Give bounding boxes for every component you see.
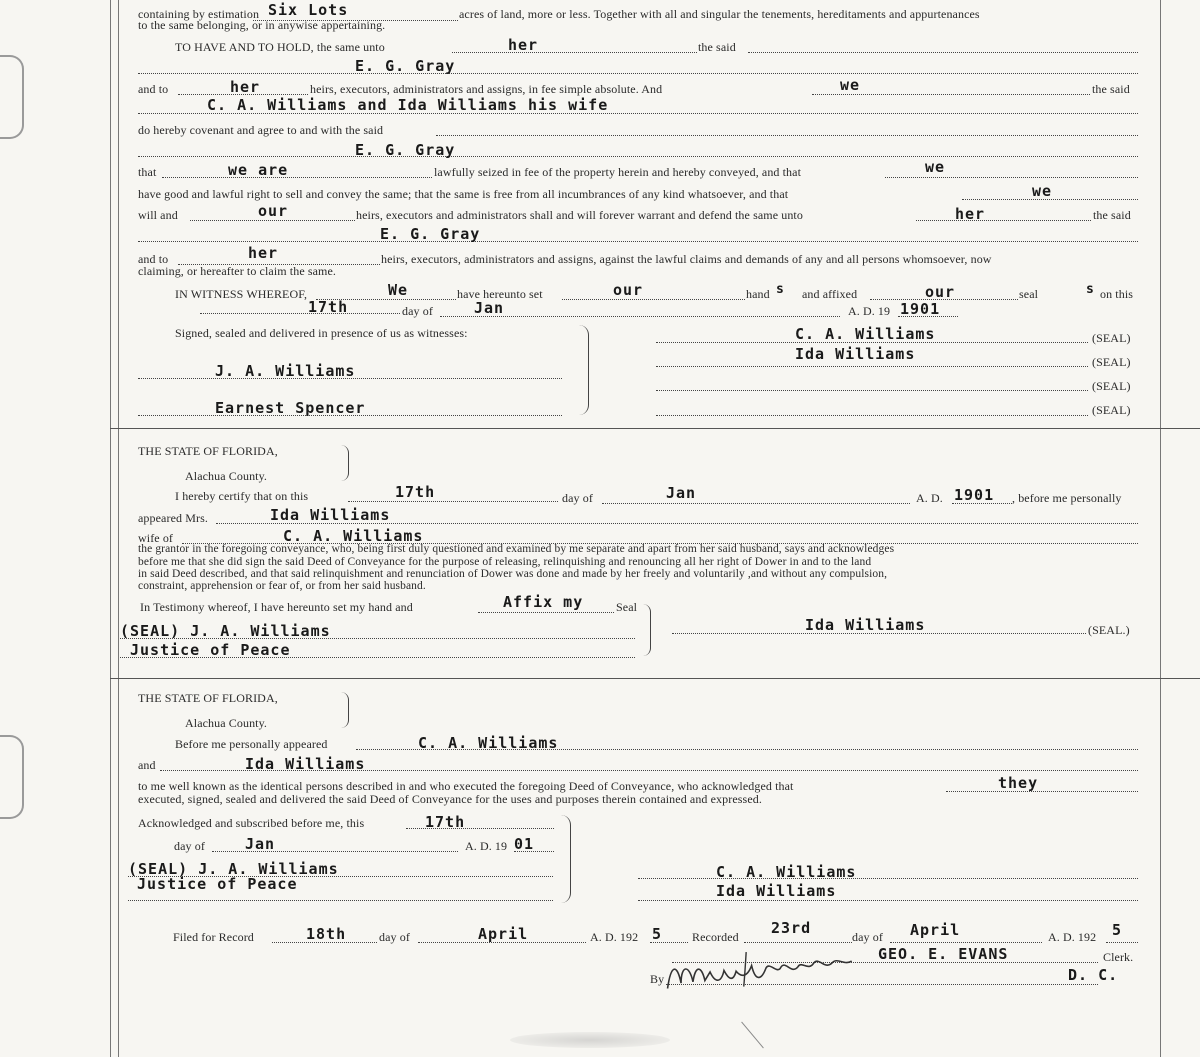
- claims-text: heirs, executors, administrators and assigns, against the lawful claims and demands of any and all persons whomsoever, now: [381, 252, 992, 266]
- witness-brace: [574, 325, 589, 415]
- binder-ring-bottom: [0, 735, 24, 819]
- margin-line-right: [1160, 0, 1161, 1057]
- appeared-value: Ida Williams: [270, 506, 391, 524]
- and-label-3: and: [138, 758, 156, 772]
- dot-line: [138, 73, 1138, 74]
- before-text: Before me personally appeared: [175, 737, 328, 751]
- dower-line-2: before me that she did sign the said Deed of Conveyance for the purpose of releasing, relinquishing and renouncing all her right of Dower in and to the land: [138, 556, 872, 568]
- seal-label-1: (SEAL): [1092, 331, 1131, 345]
- filed-day: 18th: [306, 925, 347, 943]
- cert-before: , before me personally: [1012, 491, 1122, 505]
- hand-text: hand: [746, 287, 770, 301]
- officer-3-line1: (SEAL) J. A. Williams: [128, 860, 339, 878]
- estimate-value: Six Lots: [268, 1, 349, 19]
- to-have-value: her: [508, 36, 539, 54]
- the-said-2: the said: [1092, 82, 1130, 96]
- ad-label: A. D. 19: [848, 304, 891, 318]
- the-said: the said: [698, 40, 736, 54]
- rec-day: 23rd: [771, 919, 812, 937]
- hereunto-text: have hereunto set: [457, 287, 543, 301]
- seal-label-2: (SEAL): [1092, 355, 1131, 369]
- dot-line: [812, 94, 1090, 95]
- ack-month: Jan: [245, 835, 276, 853]
- appeared-label: appeared Mrs.: [138, 511, 208, 525]
- on-this: on this: [1100, 287, 1134, 301]
- hand-suffix: s: [776, 282, 785, 297]
- day-value: 17th: [308, 298, 349, 316]
- person-2: Ida Williams: [245, 755, 366, 773]
- wife-value: C. A. Williams: [283, 527, 424, 545]
- grantors: C. A. Williams and Ida Williams his wife: [207, 96, 609, 114]
- the-said-3: the said: [1093, 208, 1131, 222]
- seized-value: we: [925, 158, 946, 176]
- dot-line: [602, 503, 910, 504]
- seal-word: Seal: [616, 600, 638, 614]
- warrant-value: her: [955, 205, 986, 223]
- rec-ad: A. D. 192: [1048, 930, 1097, 944]
- claims-text-2: claiming, or hereafter to claim the same.: [138, 264, 337, 278]
- dot-line: [190, 220, 355, 221]
- covenant-text: do hereby covenant and agree to and with the said: [138, 123, 384, 137]
- affixed-value: our: [925, 283, 956, 301]
- witness-1: J. A. Williams: [215, 362, 356, 380]
- testimony-text: In Testimony whereof, I have hereunto set my hand and: [140, 600, 413, 614]
- signer-1: C. A. Williams: [795, 325, 936, 343]
- signer-3-1: C. A. Williams: [716, 863, 857, 881]
- officer-2-line2: Justice of Peace: [130, 641, 291, 659]
- seized-text: lawfully seized in fee of the property herein and hereby conveyed, and that: [434, 165, 802, 179]
- rec-year: 5: [1112, 921, 1123, 939]
- to-have-label: TO HAVE AND TO HOLD, the same unto: [175, 40, 385, 54]
- officer-3-line2: Justice of Peace: [137, 875, 298, 893]
- will-and: will and: [138, 208, 178, 222]
- clerk-label: Clerk.: [1103, 950, 1134, 964]
- ack-ad: A. D. 19: [465, 839, 508, 853]
- and-to: and to: [138, 82, 169, 96]
- filed-year: 5: [652, 925, 663, 943]
- section-divider-2: [110, 678, 1200, 679]
- known-value: they: [998, 774, 1039, 792]
- cert-year: 1901: [954, 486, 995, 504]
- that-label: that: [138, 165, 157, 179]
- cert-day: 17th: [395, 483, 436, 501]
- rec-day-of: day of: [852, 930, 883, 944]
- cert-month: Jan: [666, 484, 697, 502]
- faded-stamp: [510, 1032, 670, 1048]
- lawful-value: we: [1032, 182, 1053, 200]
- ack-day-of: day of: [174, 839, 205, 853]
- filed-day-of: day of: [379, 930, 410, 944]
- grantee-2: E. G. Gray: [355, 141, 456, 159]
- testimony-brace: [642, 604, 651, 656]
- acres-text: acres of land, more or less. Together with all and singular the tenements, hereditaments and appurtenances: [459, 7, 980, 21]
- heirs-text: heirs, executors, administrators and assigns, in fee simple absolute. And: [310, 82, 663, 96]
- dot-line: [656, 366, 1088, 367]
- officer-2-line1: (SEAL) J. A. Williams: [120, 622, 331, 640]
- grantee-1: E. G. Gray: [355, 57, 456, 75]
- day-of: day of: [402, 304, 433, 318]
- state-brace-3: [340, 692, 349, 728]
- signed-text: Signed, sealed and delivered in presence of us as witnesses:: [175, 326, 468, 340]
- grantee-3: E. G. Gray: [380, 225, 481, 243]
- dot-line: [656, 390, 1088, 391]
- will-value: our: [258, 202, 289, 220]
- dot-line: [348, 501, 558, 502]
- hereunto-value: our: [613, 281, 644, 299]
- dower-line-1: the grantor in the foregoing conveyance, who, being first duly questioned and examined by me separate and apart from her said husband, says and acknowledges: [138, 543, 895, 555]
- rec-month: April: [910, 921, 961, 939]
- and-to-value: her: [230, 78, 261, 96]
- dot-line: [666, 984, 1098, 985]
- signer-2: Ida Williams: [795, 345, 916, 363]
- known-text: to me well known as the identical persons described in and who executed the foregoing Deed of Conveyance, who acknowledged that: [138, 779, 794, 793]
- and-value: we: [840, 76, 861, 94]
- dc-value: D. C.: [1068, 966, 1119, 984]
- witness-value: We: [388, 281, 409, 299]
- seal-suffix: s: [1086, 282, 1095, 297]
- signer-2-sec2: Ida Williams: [805, 616, 926, 634]
- dot-line: [748, 52, 1138, 53]
- dot-line: [638, 900, 1138, 901]
- dot-line: [138, 241, 1138, 242]
- dower-line-3: in said Deed described, and that said relinquishment and renunciation of Dower was done and made by her freely and voluntarily ,and without any compulsion,: [138, 568, 888, 580]
- dot-line: [128, 900, 553, 901]
- margin-line-left: [110, 0, 111, 1057]
- dot-line: [436, 135, 1138, 136]
- filed-ad: A. D. 192: [590, 930, 639, 944]
- dot-line: [946, 791, 1138, 792]
- cert-ad: A. D.: [916, 491, 943, 505]
- ack-brace: [558, 815, 571, 903]
- seal-label-4: (SEAL): [1092, 403, 1131, 417]
- dot-line: [478, 612, 614, 613]
- year-value: 1901: [900, 300, 941, 318]
- wife-label: wife of: [138, 531, 174, 545]
- ack-year: 01: [514, 835, 535, 853]
- filed-label: Filed for Record: [173, 930, 254, 944]
- signer-3-2: Ida Williams: [716, 882, 837, 900]
- clerk-name: GEO. E. EVANS: [878, 945, 1009, 963]
- ack-text: Acknowledged and subscribed before me, this: [138, 816, 365, 830]
- testimony-value: Affix my: [503, 593, 584, 611]
- county-label-3: Alachua County.: [185, 716, 268, 730]
- executed-text: executed, signed, sealed and delivered the said Deed of Conveyance for the uses and purposes therein contained and expressed.: [138, 792, 762, 806]
- seal-label-3: (SEAL): [1092, 379, 1131, 393]
- and-to-2-value: her: [248, 244, 279, 262]
- and-to-2: and to: [138, 252, 169, 266]
- that-value: we are: [228, 161, 289, 179]
- witness-2: Earnest Spencer: [215, 399, 366, 417]
- witness-label: IN WITNESS WHEREOF,: [175, 287, 308, 301]
- binder-ring-top: [0, 55, 24, 139]
- dot-line: [890, 942, 1042, 943]
- dot-line: [1106, 942, 1138, 943]
- recorded-label: Recorded: [692, 930, 739, 944]
- dot-line: [916, 220, 1091, 221]
- state-label-2: THE STATE OF FLORIDA,: [138, 444, 278, 458]
- state-brace-2: [340, 445, 349, 481]
- seal-text: seal: [1019, 287, 1039, 301]
- seal-label-sec2: (SEAL.): [1088, 623, 1130, 637]
- section-divider-1: [110, 428, 1200, 429]
- margin-line-left-2: [118, 0, 119, 1057]
- belonging-text: to the same belonging, or in anywise appertaining.: [138, 18, 386, 32]
- lawful-text: have good and lawful right to sell and convey the same; that the same is free from all incumbrances of any kind whatsoever, and that: [138, 187, 789, 201]
- certify-text: I hereby certify that on this: [175, 489, 309, 503]
- dot-line: [138, 156, 1138, 157]
- dower-line-4: constraint, apprehension or fear of, or from her said husband.: [138, 580, 426, 592]
- month-value: Jan: [474, 299, 505, 317]
- county-label-2: Alachua County.: [185, 469, 268, 483]
- dot-line: [885, 177, 1138, 178]
- by-label: By: [650, 972, 665, 986]
- filed-month: April: [478, 925, 529, 943]
- state-label-3: THE STATE OF FLORIDA,: [138, 691, 278, 705]
- paper-crease: [741, 1022, 764, 1049]
- dot-line: [656, 415, 1088, 416]
- containing-label: containing by estimation: [138, 7, 260, 21]
- dot-line: [452, 52, 697, 53]
- dot-line: [638, 878, 1138, 879]
- warrant-text: heirs, executors and administrators shall and will forever warrant and defend the same unto: [356, 208, 803, 222]
- person-1: C. A. Williams: [418, 734, 559, 752]
- dot-line: [162, 177, 432, 178]
- cert-day-of: day of: [562, 491, 593, 505]
- dot-line: [200, 313, 400, 314]
- affixed-text: and affixed: [802, 287, 858, 301]
- ack-day: 17th: [425, 813, 466, 831]
- dot-line: [562, 299, 745, 300]
